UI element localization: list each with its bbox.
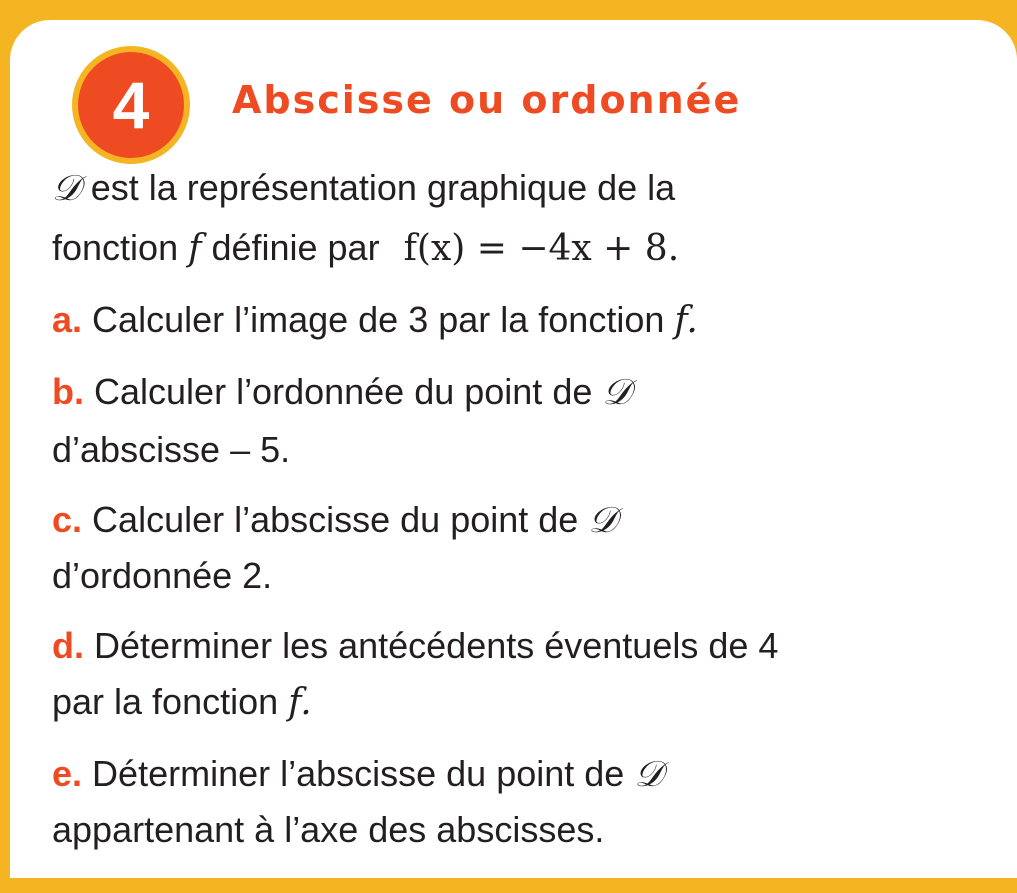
- question-c: [52, 500, 617, 541]
- question-letter: d.: [52, 625, 84, 666]
- function-formula: f(x) = −4x + 8.: [403, 228, 680, 269]
- exercise-title: Abscisse ou ordonnée: [232, 78, 742, 122]
- question-letter: a.: [52, 299, 83, 340]
- exercise-number: 4: [112, 68, 150, 142]
- question-text: Déterminer l’abscisse du point de: [92, 753, 625, 794]
- question-letter: e.: [52, 753, 83, 794]
- question-e-line-2: appartenant à l’axe des abscisses.: [52, 809, 605, 850]
- intro-text-2: fonction: [52, 227, 179, 268]
- intro-line-2: [52, 228, 679, 269]
- curve-symbol: 𝒟: [588, 500, 618, 541]
- question-d: [52, 626, 778, 666]
- question-b-line-2: d’abscisse – 5.: [52, 429, 291, 470]
- question-e: [52, 754, 663, 795]
- function-symbol: f.: [674, 300, 698, 341]
- question-c-line-2: d’ordonnée 2.: [52, 555, 273, 596]
- exercise-number-badge: [72, 46, 190, 164]
- function-symbol: f.: [288, 682, 312, 723]
- intro-line-1: [52, 168, 675, 209]
- question-text: par la fonction: [52, 681, 279, 722]
- question-text: Déterminer les antécédents éventuels de 4: [94, 625, 779, 666]
- intro-text-1: est la représentation graphique de la: [90, 167, 676, 208]
- curve-symbol: 𝒟: [52, 168, 81, 209]
- question-text: Calculer l’image de 3 par la fonction: [92, 299, 665, 340]
- question-b: [52, 372, 631, 413]
- question-text: Calculer l’ordonnée du point de: [94, 371, 593, 412]
- question-letter: b.: [52, 371, 84, 412]
- question-d-line-2: [52, 682, 312, 723]
- function-symbol: f: [188, 228, 202, 269]
- curve-symbol: 𝒟: [634, 754, 664, 795]
- curve-symbol: 𝒟: [602, 372, 632, 413]
- intro-text-3: définie par: [211, 227, 380, 268]
- question-a: [52, 300, 698, 341]
- question-letter: c.: [52, 499, 83, 540]
- question-text: Calculer l’abscisse du point de: [92, 499, 579, 540]
